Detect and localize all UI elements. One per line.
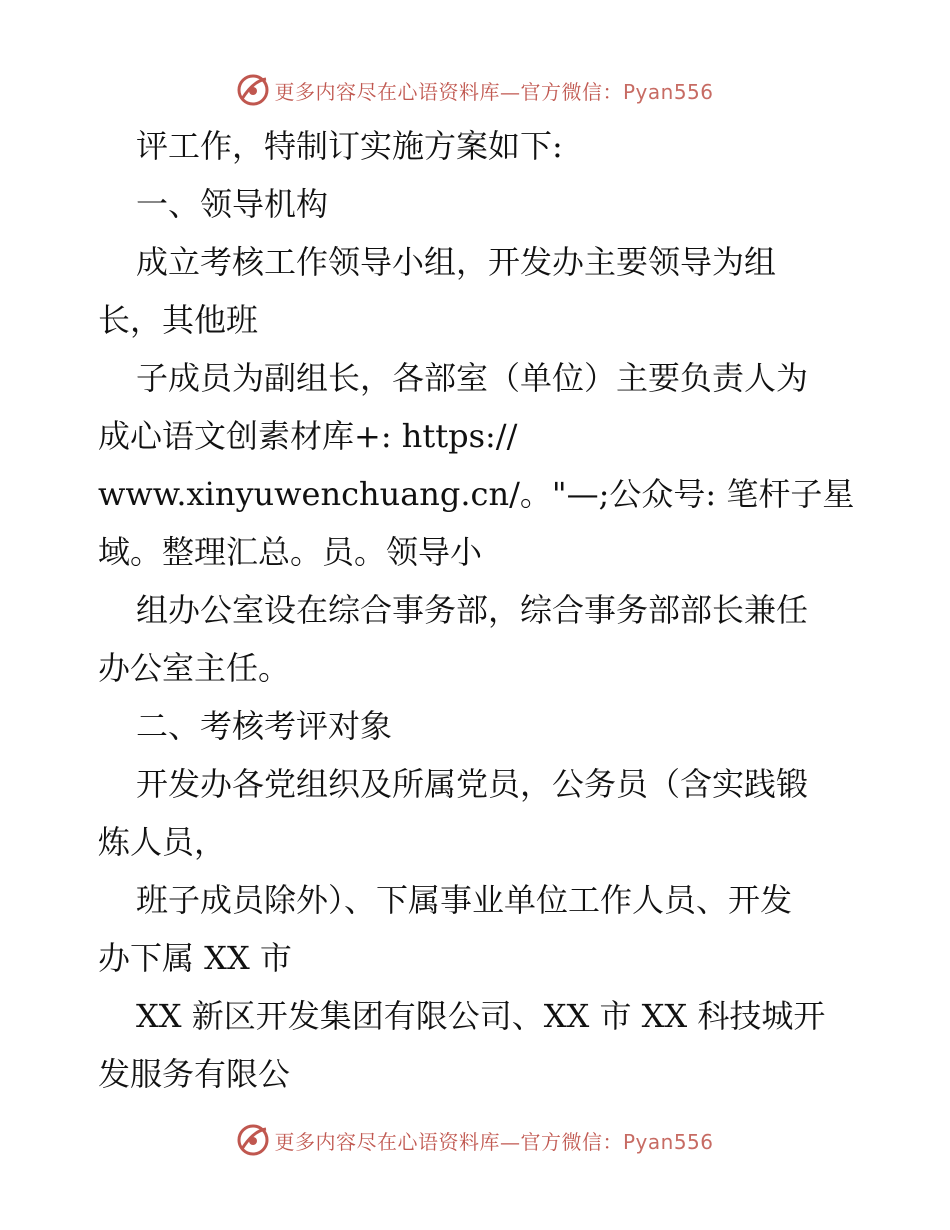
header-watermark-banner — [0, 70, 950, 110]
body-line: 办公室主任。 — [98, 649, 291, 687]
body-line: 组办公室设在综合事务部，综合事务部部长兼任 — [136, 591, 809, 629]
body-line: 评工作，特制订实施方案如下: — [136, 127, 563, 165]
body-line: 班子成员除外）、下属事业单位工作人员、开发 — [136, 881, 793, 919]
section-heading: 二、考核考评对象 — [136, 707, 393, 745]
watermark-text: 更多内容尽在心语资料库—官方微信：Pyan556 — [274, 79, 714, 104]
body-line: www.xinyuwenchuang.cn/。"—;公众号: 笔杆子星 — [98, 475, 855, 513]
body-line: 发服务有限公 — [98, 1055, 291, 1093]
body-line: XX 新区开发集团有限公司、XX 市 XX 科技城开 — [136, 997, 826, 1035]
watermark-text: 更多内容尽在心语资料库—官方微信：Pyan556 — [274, 1129, 714, 1154]
body-line: 长，其他班 — [98, 301, 259, 339]
body-line: 成心语文创素材库+: https:// — [98, 417, 518, 455]
watermark-wechat-id: Pyan556 — [622, 79, 714, 104]
section-heading: 一、领导机构 — [136, 185, 329, 223]
watermark-wechat-id: Pyan556 — [622, 1129, 714, 1154]
body-line: 子成员为副组长，各部室（单位）主要负责人为 — [136, 359, 809, 397]
body-line: 炼人员， — [98, 823, 227, 861]
body-line: 开发办各党组织及所属党员，公务员（含实践锻 — [136, 765, 809, 803]
red-seal-logo-icon — [236, 1123, 270, 1157]
body-line: 办下属 XX 市 — [98, 939, 292, 977]
body-line: 成立考核工作领导小组，开发办主要领导为组 — [136, 243, 777, 281]
footer-watermark-banner — [0, 1120, 950, 1160]
document-body — [98, 117, 858, 1103]
body-line: 域。整理汇总。员。领导小 — [98, 533, 483, 571]
red-seal-logo-icon — [236, 73, 270, 107]
